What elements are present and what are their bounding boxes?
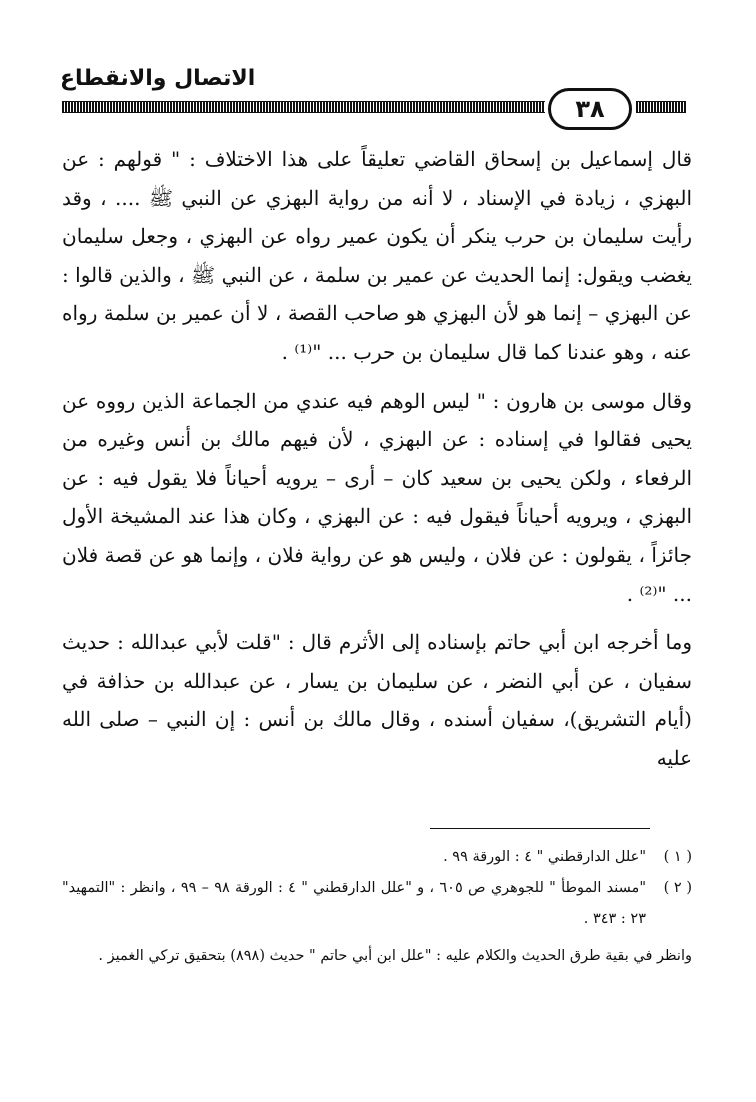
paragraph: وقال موسى بن هارون : " ليس الوهم فيه عندي من الجماعة الذين رووه عن يحيى فقالوا في إسناده : عن البهزي ، لأن فيهم مالك بن أنس وغيره من الرفعاء ، ولكن يحيى بن سعيد كان – أرى – يرويه أحياناً فلا يقول فيه : عن البهزي ، ويرويه أحياناً فيقول فيه : عن البهزي ، وكان هذا عند المشيخة الأول جائزاً ، يقولون : عن فلان ، وليس هو عن رواية فلان ، وإنما هو عن قصة فلان ... "⁽²⁾ . <box>62 388 692 606</box>
paragraph: قال إسماعيل بن إسحاق القاضي تعليقاً على هذا الاختلاف : " قولهم : عن البهزي ، زيادة في الإسناد ، لا أنه من رواية البهزي عن النبي ﷺ .... ، وقد رأيت سليمان بن حرب ينكر أن يكون عمير رواه عن البهزي ، وجعل سليمان يغضب ويقول: إنما الحديث عن عمير بن سلمة ، عن النبي ﷺ ، والذين قالوا : عن البهزي – إنما هو لأن البهزي هو صاحب القصة ، لا أن عمير بن سلمة رواه عنه ، وهو عندنا كما قال سليمان بن حرب ... "⁽¹⁾ . <box>62 147 693 364</box>
footnote-marker: ( ٢ ) <box>663 880 692 896</box>
page-number-oval <box>548 88 632 130</box>
header-rule-left <box>62 101 545 113</box>
footnote-note: وانظر في بقية طرق الحديث والكلام عليه : "علل ابن أبي حاتم " حديث (٨٩٨) بتحقيق تركي الغميز . <box>98 948 692 964</box>
footnote-item <box>62 842 692 873</box>
paragraph: وما أخرجه ابن أبي حاتم بإسناده إلى الأثرم قال : "قلت لأبي عبدالله : حديث سفيان ، عن أبي النضر ، عن سليمان بن يسار ، عن عبدالله بن حذافة في (أيام التشريق)، سفيان أسنده ، وقال مالك بن أنس : إن النبي – صلى الله عليه <box>62 630 692 770</box>
footnote-separator <box>430 828 650 829</box>
page-number: ٣٨ <box>575 95 605 123</box>
header-rule-right <box>636 101 686 113</box>
footnote-item <box>62 873 692 935</box>
footnote-marker: ( ١ ) <box>663 849 692 865</box>
running-title: الاتصال والانقطاع <box>60 66 256 91</box>
footnote-text: "علل الدارقطني " ٤ : الورقة ٩٩ . <box>443 849 646 865</box>
footnote-text: "مسند الموطأ " للجوهري ص ٦٠٥ ، و "علل الدارقطني " ٤ : الورقة ٩٨ – ٩٩ ، وانظر : "التمهيد" ٢٣ : ٣٤٣ . <box>62 880 646 927</box>
main-text <box>62 140 692 778</box>
footnotes <box>62 842 692 972</box>
